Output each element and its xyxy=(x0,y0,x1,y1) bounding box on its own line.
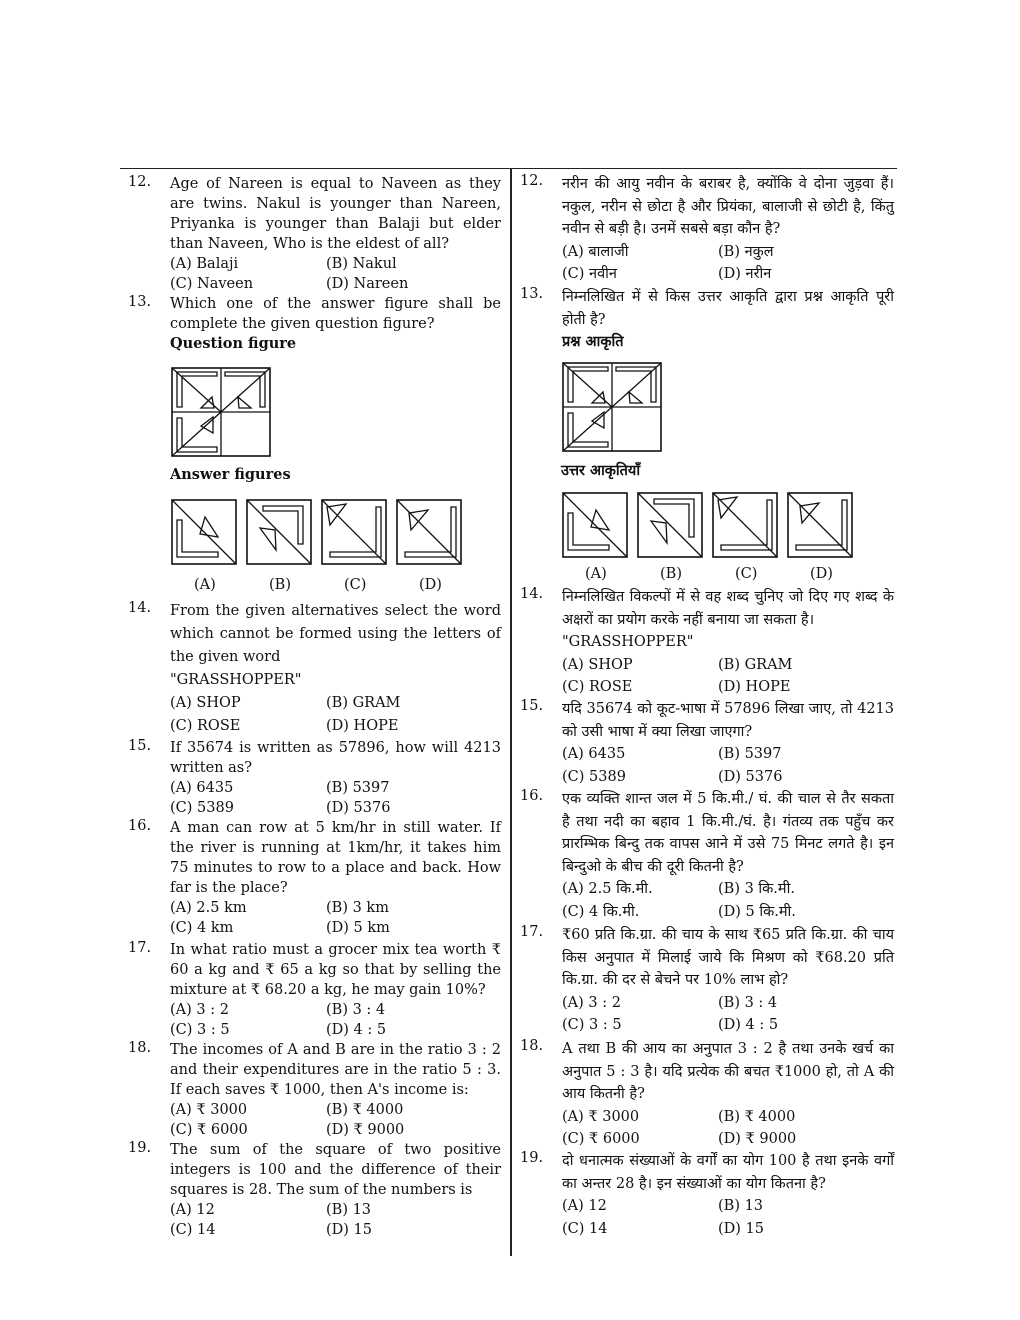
question-number: 18. xyxy=(520,1038,544,1054)
question-text: In what ratio must a grocer mix tea worth ₹ 60 a kg and ₹ 65 a kg so that by selling the mixture at ₹ 68.20 a kg, he may gain 10%? xyxy=(170,942,501,998)
question-body xyxy=(170,940,501,1040)
option-c[interactable]: (C) 4 कि.मी. xyxy=(562,903,640,920)
question-text: Age of Nareen is equal to Naveen as they are twins. Nakul is younger than Nareen, Priyanka is younger than Balaji but elder than Naveen, Who is the eldest of all? xyxy=(170,176,501,252)
question-body xyxy=(170,738,501,818)
question-body xyxy=(562,173,894,286)
answer-figure-a[interactable] xyxy=(171,499,237,565)
answer-options xyxy=(170,1000,501,1040)
question-number: 19. xyxy=(520,1150,544,1166)
option-a[interactable]: (A) ₹ 3000 xyxy=(562,1108,640,1125)
question-text: निम्नलिखित में से किस उत्तर आकृति द्वारा प्रश्न आकृति पूरी होती है? xyxy=(562,289,894,328)
option-b[interactable]: (B) GRAM xyxy=(326,695,401,711)
answer-options xyxy=(562,654,894,699)
answer-options xyxy=(170,254,501,294)
question-body xyxy=(170,174,501,294)
answer-options xyxy=(170,1200,501,1240)
question-body xyxy=(170,1040,501,1140)
figure-option-label[interactable]: (B) xyxy=(660,566,682,582)
question-body xyxy=(170,1140,501,1240)
question-number: 17. xyxy=(128,940,152,956)
answer-figure-c[interactable] xyxy=(321,499,387,565)
question-text: नरीन की आयु नवीन के बराबर है, क्योंकि वे दोना जुड़वा हैं। नकुल, नरीन से छोटा है और प्रियंका, बालाजी से छोटी है, किंतु नवीन से बड़ी है। उनमें सबसे बड़ा कौन है? xyxy=(562,176,894,237)
option-a[interactable]: (A) बालाजी xyxy=(562,243,629,260)
answer-options xyxy=(562,878,894,923)
question-number: 13. xyxy=(520,286,544,302)
answer-options xyxy=(170,1100,501,1140)
question-text: दो धनात्मक संख्याओं के वर्गों का योग 100 है तथा इनके वर्गों का अन्तर 28 है। इन संख्याओं का योग कितना है? xyxy=(562,1153,894,1192)
question-body xyxy=(170,600,501,738)
question-body xyxy=(170,294,501,354)
option-b[interactable]: (B) नकुल xyxy=(718,243,774,260)
option-d[interactable]: (D) HOPE xyxy=(326,718,399,734)
question-number: 15. xyxy=(128,738,152,754)
option-d[interactable]: (D) ₹ 9000 xyxy=(326,1122,405,1138)
option-b[interactable]: (B) ₹ 4000 xyxy=(326,1102,404,1118)
answer-options xyxy=(170,778,501,818)
question-figure-label: Question figure xyxy=(170,335,297,352)
answer-figures-label: उत्तर आकृतियाँ xyxy=(561,462,641,479)
option-a[interactable]: (A) 6435 xyxy=(170,780,234,796)
question-figure xyxy=(171,367,271,457)
option-c[interactable]: (C) 5389 xyxy=(562,768,626,785)
option-a[interactable]: (A) 12 xyxy=(170,1202,215,1218)
answer-options xyxy=(562,992,894,1037)
option-c[interactable]: (C) 3 : 5 xyxy=(562,1017,622,1033)
question-number: 14. xyxy=(128,600,152,616)
question-body xyxy=(562,1150,894,1240)
option-b[interactable]: (B) 3 : 4 xyxy=(326,1002,386,1018)
question-number: 18. xyxy=(128,1040,152,1056)
question-body xyxy=(562,924,894,1037)
question-text: निम्नलिखित विकल्पों में से वह शब्द चुनिए जो दिए गए शब्द के अक्षरों का प्रयोग करके नहीं बनाया जा सकता है। xyxy=(562,589,894,628)
option-c[interactable]: (C) 14 xyxy=(170,1222,216,1238)
figure-option-label[interactable]: (A) xyxy=(585,566,607,582)
option-c[interactable]: (C) 14 xyxy=(562,1220,608,1237)
figure-option-label[interactable]: (B) xyxy=(269,577,291,593)
option-b[interactable]: (B) Nakul xyxy=(326,256,397,272)
option-b[interactable]: (B) 5397 xyxy=(718,746,782,762)
question-body xyxy=(562,586,894,699)
option-a[interactable]: (A) SHOP xyxy=(562,656,633,673)
column-divider xyxy=(510,168,512,1256)
answer-figure-c[interactable] xyxy=(712,492,778,558)
option-b[interactable]: (B) ₹ 4000 xyxy=(718,1108,796,1125)
option-c[interactable]: (C) ₹ 6000 xyxy=(170,1122,248,1138)
option-a[interactable]: (A) SHOP xyxy=(170,695,241,711)
question-number: 16. xyxy=(520,788,544,804)
question-text: एक व्यक्ति शान्त जल में 5 कि.मी./ घं. की चाल से तैर सकता है तथा नदी का बहाव 1 कि.मी./घं. है। गंतव्य तक पहुँच कर प्रारम्भिक बिन्दु तक वापस आने में उसे 75 मिनट लगते है। इन बिन्दुओ के बीच की दूरी कितनी है? xyxy=(562,791,894,875)
answer-figure-d[interactable] xyxy=(787,492,853,558)
option-a[interactable]: (A) 3 : 2 xyxy=(562,994,621,1011)
question-text: A तथा B की आय का अनुपात 3 : 2 है तथा उनके खर्च का अनुपात 5 : 3 है। यदि प्रत्येक की बचत ₹1000 हो, तो A की आय कितनी है? xyxy=(562,1041,894,1102)
option-d[interactable]: (D) 15 xyxy=(718,1220,764,1237)
option-b[interactable]: (B) 3 km xyxy=(326,900,389,916)
answer-options xyxy=(562,1195,894,1240)
option-c[interactable]: (C) ₹ 6000 xyxy=(562,1131,640,1147)
answer-figure-a[interactable] xyxy=(562,492,628,558)
given-word: "GRASSHOPPER" xyxy=(170,672,302,688)
question-body xyxy=(562,788,894,923)
question-text: The incomes of A and B are in the ratio 3 : 2 and their expenditures are in the ratio 5 : 3. If each saves ₹ 1000, then A's income is: xyxy=(170,1042,501,1098)
question-text: Which one of the answer figure shall be complete the given question figure? xyxy=(170,296,501,332)
question-text: The sum of the square of two positive integers is 100 and the difference of their squares is 28. The sum of the numbers is xyxy=(170,1142,501,1198)
question-number: 12. xyxy=(128,174,152,190)
option-b[interactable]: (B) 13 xyxy=(718,1198,764,1214)
option-c[interactable]: (C) 5389 xyxy=(170,800,234,816)
option-d[interactable]: (D) 5 कि.मी. xyxy=(718,903,796,920)
option-d[interactable]: (D) 4 : 5 xyxy=(718,1017,779,1033)
question-number: 16. xyxy=(128,818,152,834)
answer-figure-d[interactable] xyxy=(396,499,462,565)
question-number: 17. xyxy=(520,924,544,940)
option-c[interactable]: (C) 3 : 5 xyxy=(170,1022,230,1038)
option-a[interactable]: (A) 3 : 2 xyxy=(170,1002,229,1018)
question-figure xyxy=(562,362,662,452)
option-d[interactable]: (D) 5376 xyxy=(326,800,391,816)
answer-options xyxy=(562,1106,894,1151)
option-a[interactable]: (A) 2.5 कि.मी. xyxy=(562,881,653,897)
option-d[interactable]: (D) Nareen xyxy=(326,276,409,292)
question-figure-label: प्रश्न आकृति xyxy=(562,333,624,350)
question-number: 14. xyxy=(520,586,544,602)
question-number: 15. xyxy=(520,698,544,714)
question-body xyxy=(562,1038,894,1151)
option-d[interactable]: (D) 5376 xyxy=(718,768,783,785)
answer-figure-labels xyxy=(194,577,494,593)
question-number: 19. xyxy=(128,1140,152,1156)
figure-option-label[interactable]: (A) xyxy=(194,577,216,593)
answer-figures-label: Answer figures xyxy=(170,466,291,483)
question-body xyxy=(562,286,894,354)
option-a[interactable]: (A) ₹ 3000 xyxy=(170,1102,248,1118)
given-word: "GRASSHOPPER" xyxy=(562,634,694,650)
option-d[interactable]: (D) 4 : 5 xyxy=(326,1022,387,1038)
question-number: 12. xyxy=(520,173,544,189)
answer-options xyxy=(562,743,894,788)
option-a[interactable]: (A) Balaji xyxy=(170,256,239,272)
option-c[interactable]: (C) 4 km xyxy=(170,920,234,936)
option-d[interactable]: (D) 15 xyxy=(326,1222,372,1238)
option-b[interactable]: (B) 5397 xyxy=(326,780,390,796)
option-b[interactable]: (B) 13 xyxy=(326,1202,372,1218)
option-a[interactable]: (A) 6435 xyxy=(562,746,626,762)
answer-figure-labels xyxy=(585,566,885,582)
figure-option-label[interactable]: (C) xyxy=(735,566,758,582)
option-b[interactable]: (B) 3 : 4 xyxy=(718,994,778,1011)
question-body xyxy=(170,818,501,938)
option-c[interactable]: (C) ROSE xyxy=(170,718,241,734)
option-a[interactable]: (A) 12 xyxy=(562,1198,607,1214)
question-text: A man can row at 5 km/hr in still water. If the river is running at 1km/hr, it takes him 75 minutes to row to a place and back. How far is the place? xyxy=(170,820,501,896)
option-c[interactable]: (C) नवीन xyxy=(562,266,617,282)
answer-figure-b[interactable] xyxy=(246,499,312,565)
figure-option-label[interactable]: (D) xyxy=(419,577,442,593)
question-number: 13. xyxy=(128,294,152,310)
answer-options xyxy=(170,692,501,738)
option-d[interactable]: (D) ₹ 9000 xyxy=(718,1131,797,1147)
figure-option-label[interactable]: (C) xyxy=(344,577,367,593)
question-body xyxy=(562,698,894,788)
question-text: यदि 35674 को कूट-भाषा में 57896 लिखा जाए, तो 4213 को उसी भाषा में क्या लिखा जाएगा? xyxy=(562,701,894,740)
option-a[interactable]: (A) 2.5 km xyxy=(170,900,247,916)
question-text: If 35674 is written as 57896, how will 4213 written as? xyxy=(170,740,501,776)
top-rule xyxy=(120,168,897,169)
option-c[interactable]: (C) ROSE xyxy=(562,679,633,695)
answer-figure-b[interactable] xyxy=(637,492,703,558)
figure-option-label[interactable]: (D) xyxy=(810,566,833,582)
answer-options xyxy=(170,898,501,938)
question-text: ₹60 प्रति कि.ग्रा. की चाय के साथ ₹65 प्रति कि.ग्रा. की चाय किस अनुपात में मिलाई जाये कि मिश्रण को ₹68.20 प्रति कि.ग्रा. की दर से बेचने पर 10% लाभ हो? xyxy=(562,927,894,988)
option-b[interactable]: (B) 3 कि.मी. xyxy=(718,881,795,897)
option-d[interactable]: (D) HOPE xyxy=(718,679,791,695)
answer-options xyxy=(562,241,894,286)
option-d[interactable]: (D) 5 km xyxy=(326,920,390,936)
option-d[interactable]: (D) नरीन xyxy=(718,266,772,282)
question-text: From the given alternatives select the word which cannot be formed using the letters of the given word xyxy=(170,603,501,665)
option-c[interactable]: (C) Naveen xyxy=(170,276,254,292)
option-b[interactable]: (B) GRAM xyxy=(718,656,793,673)
